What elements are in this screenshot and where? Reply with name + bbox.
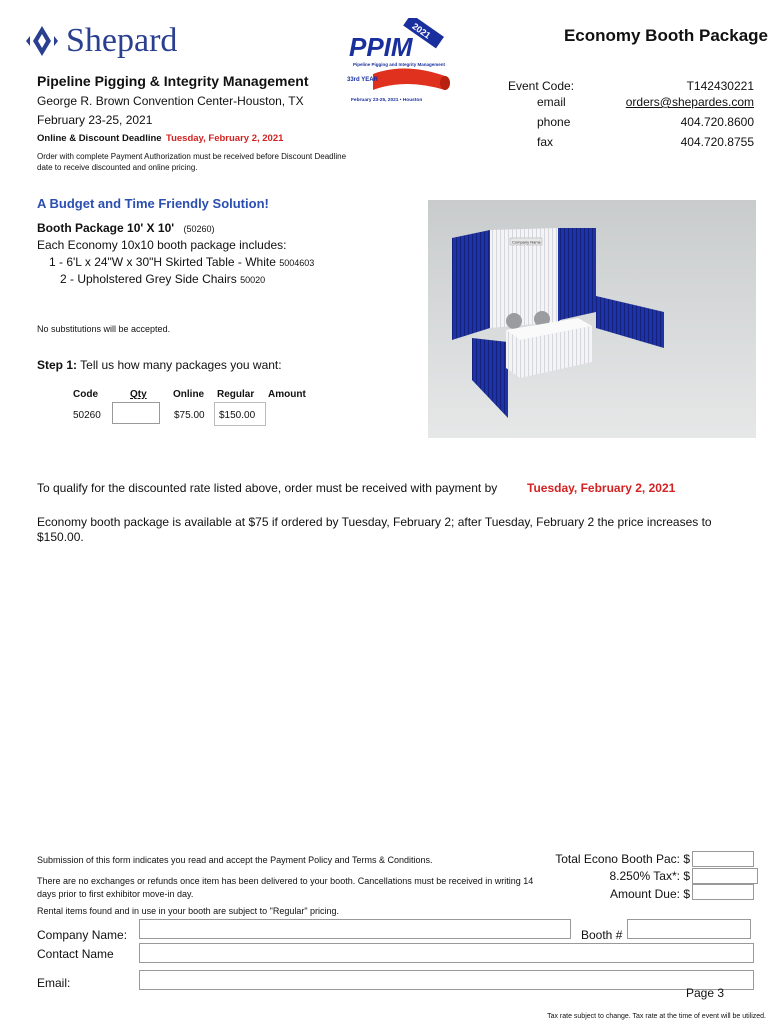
event-dates: February 23-25, 2021 xyxy=(37,113,153,127)
col-online-header: Online xyxy=(173,389,205,400)
booth-package-image xyxy=(428,200,756,438)
tax-footnote: Tax rate subject to change. Tax rate at the time of event will be utilized. xyxy=(547,1013,766,1020)
qty-input[interactable] xyxy=(112,402,160,424)
contact-name-input[interactable] xyxy=(139,943,754,963)
amount-due-label: Amount Due: $ xyxy=(609,887,690,901)
booth-number-input[interactable] xyxy=(627,919,751,939)
deadline-date: Tuesday, February 2, 2021 xyxy=(166,133,284,144)
row-regular-price: $150.00 xyxy=(219,410,256,421)
row-code: 50260 xyxy=(73,410,101,421)
qualify-text: To qualify for the discounted rate listed above, order must be received with payment by xyxy=(37,481,498,495)
section-title: A Budget and Time Friendly Solution! xyxy=(37,196,269,211)
tax-label: 8.250% Tax*: $ xyxy=(609,869,690,883)
fax-label: fax xyxy=(537,135,554,149)
page-number: Page 3 xyxy=(686,986,725,1000)
event-name: Pipeline Pigging & Integrity Management xyxy=(37,73,309,89)
package-item-1-text: 1 - 6'L x 24"W x 30"H Skirted Table - White xyxy=(49,255,276,269)
ppim-logo xyxy=(345,18,460,108)
step-1-label: Step 1: xyxy=(37,358,78,372)
ppim-dates: February 23-25, 2021 • Houston xyxy=(351,98,423,103)
amount-due-field[interactable] xyxy=(692,884,754,900)
package-title-row xyxy=(37,221,214,235)
order-note: Order with complete Payment Authorization must be received before Discount Deadline date to receive discounted and online pricing. xyxy=(37,152,347,172)
package-item-2 xyxy=(60,272,265,286)
event-venue: George R. Brown Convention Center-Houston, TX xyxy=(37,94,304,108)
step-1-text: Tell us how many packages you want: xyxy=(80,358,282,372)
document-title: Economy Booth Package xyxy=(563,26,768,45)
step-1-row xyxy=(37,358,282,372)
ppim-tagline: Pipeline Pigging and Integrity Management xyxy=(353,62,446,67)
qualify-date: Tuesday, February 2, 2021 xyxy=(527,481,676,495)
total-label: Total Econo Booth Pac: $ xyxy=(555,852,690,866)
ppim-logo-text: PPIM xyxy=(349,32,413,62)
email-label: email xyxy=(537,95,566,109)
ppim-year-badge: 2021 xyxy=(410,21,433,41)
event-code-value: T142430221 xyxy=(686,79,754,93)
deadline-label: Online & Discount Deadline xyxy=(37,133,162,144)
terms-line-1: Submission of this form indicates you read and accept the Payment Policy and Terms & Conditions. xyxy=(37,855,433,865)
row-online-price: $75.00 xyxy=(174,410,205,421)
terms-line-3: Rental items found and in use in your booth are subject to "Regular" pricing. xyxy=(37,906,340,916)
terms-line-2: There are no exchanges or refunds once item has been delivered to your booth. Cancellations must be received in writing 14 days prior to first exhibitor move-in day. xyxy=(37,876,534,899)
brand-logo-text: Shepard xyxy=(66,22,178,59)
booth-number-label: Booth # xyxy=(581,928,623,942)
fax-value: 404.720.8755 xyxy=(680,135,754,149)
email-input[interactable] xyxy=(139,970,754,990)
col-code-header: Code xyxy=(73,389,98,400)
total-field[interactable] xyxy=(692,851,754,867)
col-qty-header: Qty xyxy=(130,389,147,400)
event-code-label: Event Code: xyxy=(508,79,575,93)
col-regular-header: Regular xyxy=(217,389,255,400)
phone-value: 404.720.8600 xyxy=(680,115,754,129)
booth-sign-text: Company Name xyxy=(512,239,541,245)
package-item-2-text: 2 - Upholstered Grey Side Chairs xyxy=(60,272,237,286)
package-includes-intro: Each Economy 10x10 booth package includes: xyxy=(37,238,287,252)
shepard-logo-icon xyxy=(22,24,62,58)
contact-name-label: Contact Name xyxy=(37,947,114,961)
package-code: (50260) xyxy=(183,224,215,234)
package-item-1 xyxy=(49,255,314,269)
package-item-1-code: 5004603 xyxy=(279,258,315,268)
no-substitutions-note: No substitutions will be accepted. xyxy=(37,324,171,334)
package-item-2-code: 50020 xyxy=(240,275,266,285)
col-amount-header: Amount xyxy=(268,389,306,400)
ppim-anniversary: 33rd YEAR xyxy=(347,77,378,83)
company-name-input[interactable] xyxy=(139,919,571,939)
email-link[interactable]: orders@shepardes.com xyxy=(625,95,754,109)
package-title: Booth Package 10' X 10' xyxy=(37,221,175,235)
availability-text: Economy booth package is available at $75 if ordered by Tuesday, February 2; after Tuesday, February 2 the price increases to $150.00. xyxy=(37,515,712,544)
email-field-label: Email: xyxy=(37,976,71,990)
company-name-label: Company Name: xyxy=(37,928,128,942)
phone-label: phone xyxy=(537,115,571,129)
tax-field[interactable] xyxy=(692,868,758,884)
